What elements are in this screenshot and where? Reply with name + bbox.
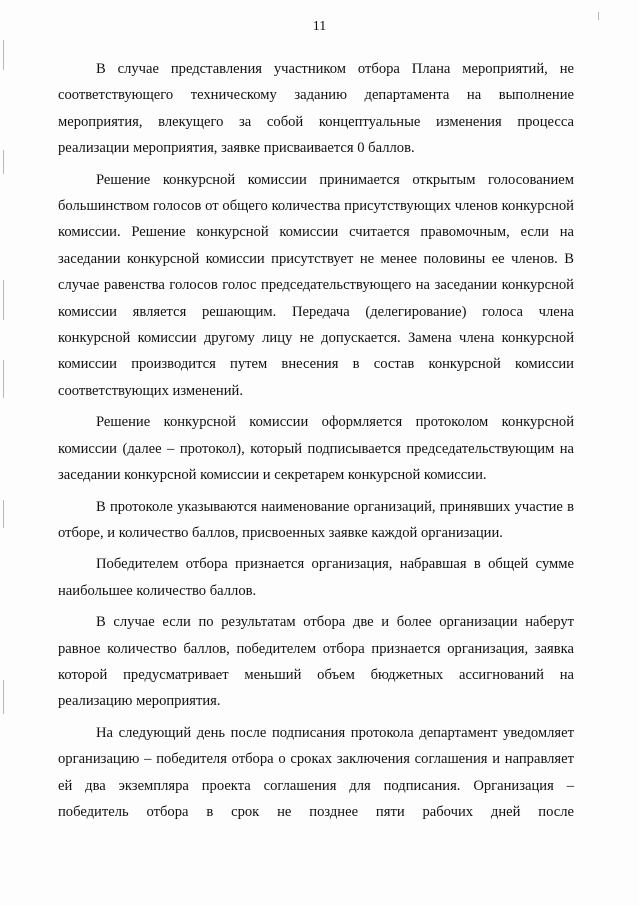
scan-artifact xyxy=(3,40,4,70)
paragraph-protocol-contents: В протоколе указываются наименование организаций, принявших участие в отборе, и количество баллов, присвоенных заявке каждой организации. xyxy=(58,498,574,541)
paragraph-protocol: Решение конкурсной комиссии оформляется протоколом конкурсной комиссии (далее – протокол), который подписывается председательствующим на заседании конкурсной комиссии и секретарем конкурсной комиссии. xyxy=(58,414,574,484)
scan-artifact xyxy=(3,500,4,528)
scan-artifact xyxy=(3,150,4,174)
paragraph-winner: Победителем отбора признается организация, набравшая в общей сумме наибольшее количество баллов. xyxy=(58,556,574,599)
paragraph-tie-break: В случае если по результатам отбора две и более организации наберут равное количество баллов, победителем отбора признается организация, заявка которой предусматривает меньший объем бюджетных ассигнований на реализацию мероприятия. xyxy=(58,614,574,710)
scan-artifact xyxy=(598,12,599,20)
page-number: 11 xyxy=(312,19,327,34)
scan-artifact xyxy=(3,680,4,714)
paragraph-plan-rejection: В случае представления участником отбора Плана мероприятий, не соответствующего техническому заданию департамента на выполнение мероприятия, влекущего за собой концептуальные изменения процесса реализации мероприятия, заявке присваивается 0 баллов. xyxy=(58,61,574,157)
scan-artifact xyxy=(3,280,4,320)
scan-artifact xyxy=(3,360,4,398)
document-body xyxy=(58,56,574,830)
paragraph-notification: На следующий день после подписания протокола департамент уведомляет организацию – победителя отбора о сроках заключения соглашения и направляет ей два экземпляра проекта соглашения для подписания. Организация – победитель отбора в срок не позднее пяти рабочих дней после xyxy=(58,724,574,820)
paragraph-commission-voting: Решение конкурсной комиссии принимается открытым голосованием большинством голосов от общего количества присутствующих членов конкурсной комиссии. Решение конкурсной комиссии считается правомочным, если на заседании конкурсной комиссии присутствует не менее половины ее членов. В случае равенства голосов голос председательствующего на заседании конкурсной комиссии является решающим. Передача (делегирование) голоса члена конкурсной комиссии другому лицу не допускается. Замена члена конкурсной комиссии производится путем внесения в состав конкурсной комиссии соответствующих изменений. xyxy=(58,171,574,399)
